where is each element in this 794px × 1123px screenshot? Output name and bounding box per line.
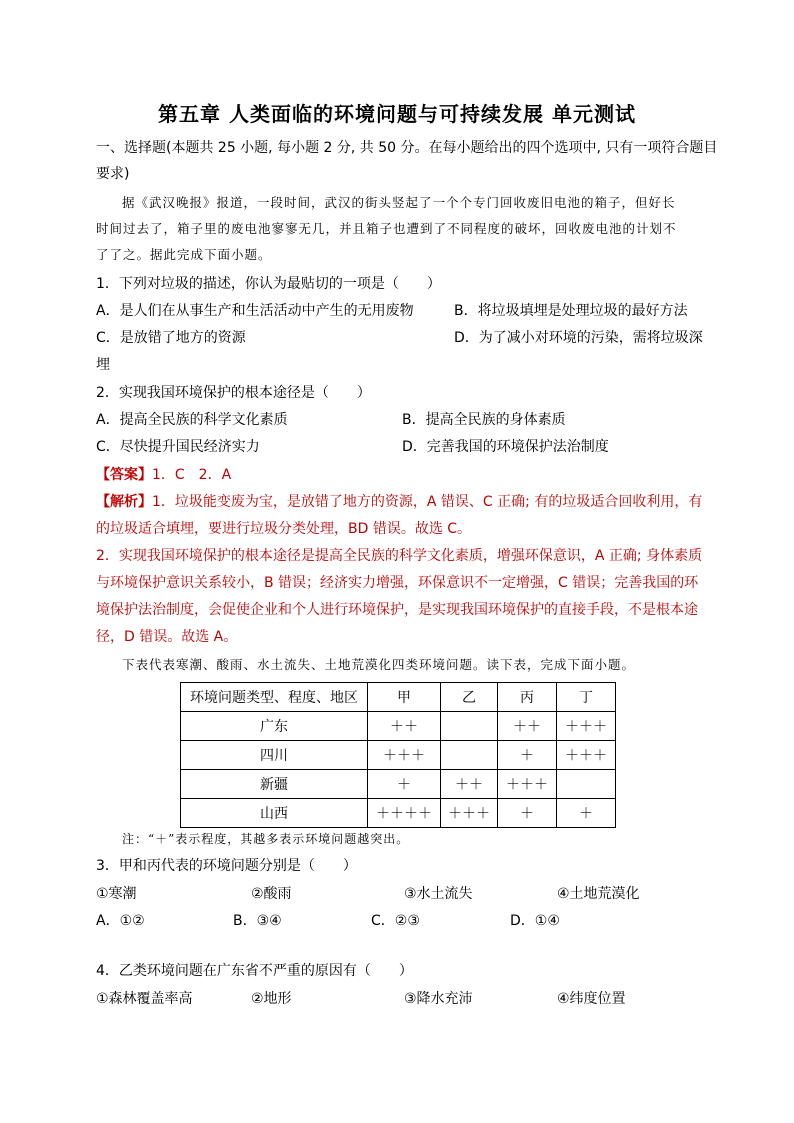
page-title: 第五章 人类面临的环境问题与可持续发展 单元测试 bbox=[158, 102, 636, 126]
table-cell: ＋＋ bbox=[368, 712, 441, 741]
q3-option-b: B．③④ bbox=[233, 913, 282, 929]
table-header-cell: 丁 bbox=[557, 683, 616, 712]
q3-option-c: C．②③ bbox=[371, 913, 420, 929]
passage1-line3: 了了之。据此完成下面小题。 bbox=[96, 247, 272, 262]
q3-item-2: ②酸雨 bbox=[251, 886, 292, 902]
table-cell: ＋ bbox=[498, 799, 557, 828]
table-cell bbox=[557, 770, 616, 799]
q4-stem: 4．乙类环境问题在广东省不严重的原因有（ ） bbox=[96, 963, 413, 979]
table-cell: ＋＋ bbox=[498, 712, 557, 741]
q3-option-a: A．①② bbox=[96, 913, 145, 929]
analysis-line4: 与环境保护意识关系较小，B 错误；经济实力增强，环保意识不一定增强，C 错误；完善我国的环 bbox=[96, 575, 699, 591]
table-cell: ＋＋＋ bbox=[557, 712, 616, 741]
passage2: 下表代表寒潮、酸雨、水土流失、土地荒漠化四类环境问题。读下表，完成下面小题。 bbox=[122, 657, 636, 672]
q1-option-b: B．将垃圾填埋是处理垃圾的最好方法 bbox=[454, 303, 688, 319]
table-row bbox=[181, 712, 616, 741]
table-cell bbox=[441, 741, 498, 770]
q2-stem: 2．实现我国环境保护的根本途径是（ ） bbox=[96, 385, 371, 401]
q2-option-a: A．提高全民族的科学文化素质 bbox=[96, 412, 288, 428]
environment-table bbox=[180, 682, 616, 828]
table-cell: ＋＋＋ bbox=[557, 741, 616, 770]
table-cell: ＋＋ bbox=[441, 770, 498, 799]
analysis-line2: 的垃圾适合填埋，要进行垃圾分类处理，BD 错误。故选 C。 bbox=[96, 521, 472, 537]
q4-item-1: ①森林覆盖率高 bbox=[96, 991, 193, 1007]
q1-option-c: C．是放错了地方的资源 bbox=[96, 330, 246, 346]
table-cell: ＋ bbox=[498, 741, 557, 770]
q3-item-3: ③水土流失 bbox=[404, 886, 473, 902]
q3-option-d: D．①④ bbox=[510, 913, 560, 929]
table-cell: 广东 bbox=[181, 712, 368, 741]
answer-text: 1．C 2．A bbox=[152, 467, 232, 483]
passage1-line1: 据《武汉晚报》报道，一段时间，武汉的街头竖起了一个个专门回收废旧电池的箱子，但好长 bbox=[122, 195, 676, 210]
analysis-line6: 径，D 错误。故选 A。 bbox=[96, 629, 238, 645]
table-cell: ＋ bbox=[557, 799, 616, 828]
table-cell: 四川 bbox=[181, 741, 368, 770]
q3-item-4: ④土地荒漠化 bbox=[557, 886, 640, 902]
table-note: 注：“＋”表示程度，其越多表示环境问题越突出。 bbox=[122, 832, 410, 846]
analysis-line3: 2．实现我国环境保护的根本途径是提高全民族的科学文化素质，增强环保意识，A 正确; 身体素质 bbox=[96, 548, 703, 564]
table-header-cell: 甲 bbox=[368, 683, 441, 712]
table-header-cell: 丙 bbox=[498, 683, 557, 712]
q4-item-4: ④纬度位置 bbox=[557, 991, 626, 1007]
answer-line bbox=[96, 466, 231, 484]
q2-option-c: C．尽快提升国民经济实力 bbox=[96, 439, 260, 455]
analysis-line5: 境保护法治制度，会促使企业和个人进行环境保护，是实现我国环境保护的直接手段，不是根本途 bbox=[96, 602, 698, 618]
q4-item-2: ②地形 bbox=[251, 991, 292, 1007]
q1-option-d: D．为了减小对环境的污染，需将垃圾深 bbox=[454, 330, 703, 346]
table-row bbox=[181, 799, 616, 828]
table-cell: ＋＋＋ bbox=[498, 770, 557, 799]
q3-stem: 3．甲和丙代表的环境问题分别是（ ） bbox=[96, 858, 357, 874]
table-row bbox=[181, 741, 616, 770]
q3-item-1: ①寒潮 bbox=[96, 886, 137, 902]
answer-tag: 【答案】 bbox=[96, 467, 152, 483]
table-cell bbox=[441, 712, 498, 741]
section-heading-line2: 要求) bbox=[96, 166, 130, 182]
q1-option-d-cont: 埋 bbox=[96, 357, 110, 373]
table-cell: ＋＋＋＋ bbox=[368, 799, 441, 828]
table-cell: ＋ bbox=[368, 770, 441, 799]
table-row bbox=[181, 770, 616, 799]
table-cell: ＋＋＋ bbox=[368, 741, 441, 770]
table-header-cell: 乙 bbox=[441, 683, 498, 712]
q2-option-b: B．提高全民族的身体素质 bbox=[402, 412, 566, 428]
table-header-row bbox=[181, 683, 616, 712]
section-heading-line1: 一、选择题(本题共 25 小题, 每小题 2 分, 共 50 分。在每小题给出的四个选项中, 只有一项符合题目 bbox=[96, 140, 718, 156]
table-cell: 山西 bbox=[181, 799, 368, 828]
q1-option-a: A．是人们在从事生产和生活活动中产生的无用废物 bbox=[96, 303, 414, 319]
table-cell: 新疆 bbox=[181, 770, 368, 799]
table-header-cell: 环境问题类型、程度、地区 bbox=[181, 683, 368, 712]
table-cell: ＋＋＋ bbox=[441, 799, 498, 828]
passage1-line2: 时间过去了，箱子里的废电池寥寥无几，并且箱子也遭到了不同程度的破坏，回收废电池的计划不 bbox=[96, 221, 677, 236]
analysis-line1: 【解析】1．垃圾能变废为宝，是放错了地方的资源，A 错误、C 正确; 有的垃圾适合回收利用，有 bbox=[96, 494, 703, 510]
analysis-tag: 【解析】 bbox=[96, 494, 152, 510]
q2-option-d: D．完善我国的环境保护法治制度 bbox=[402, 439, 609, 455]
q4-item-3: ③降水充沛 bbox=[404, 991, 473, 1007]
q1-stem: 1．下列对垃圾的描述，你认为最贴切的一项是（ ） bbox=[96, 276, 441, 292]
